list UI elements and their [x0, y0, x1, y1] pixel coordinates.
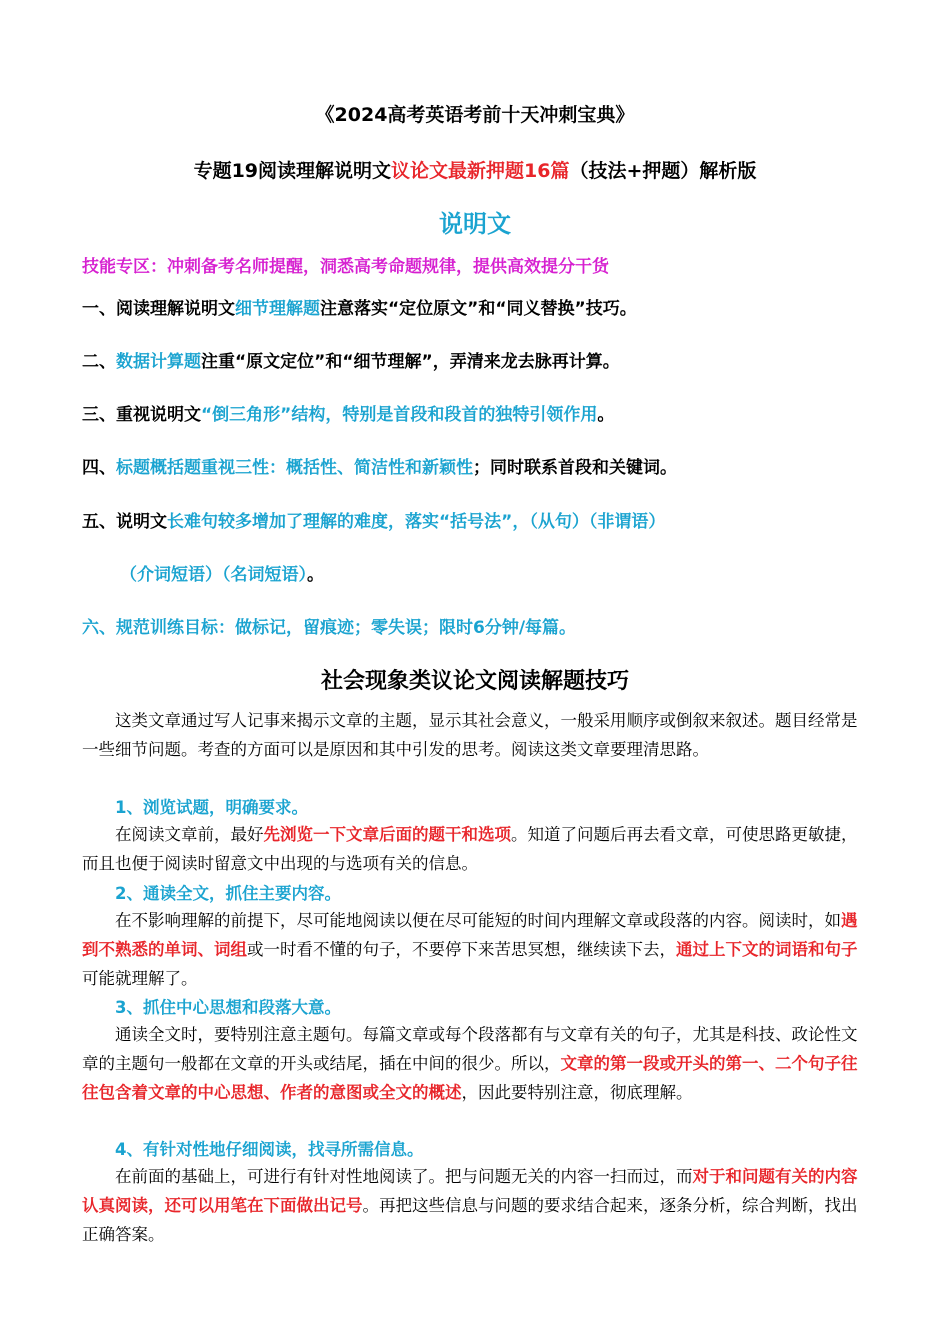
tip-4-key: 标题概括题重视三性：概括性、简洁性和新颖性	[116, 458, 473, 478]
step-2-highlight-1: 遇到不熟悉的单词、词组	[82, 911, 858, 959]
section-heading-expository: 说明文	[439, 210, 511, 238]
tip-2-rest: 注重“原文定位”和“细节理解”，弄清来龙去脉再计算。	[201, 352, 620, 372]
topic-title-highlight: 议论文最新押题16篇	[391, 160, 570, 182]
step-1-heading: 1、浏览试题，明确要求。	[115, 798, 308, 817]
step-1-paragraph: 在阅读文章前，最好先浏览一下文章后面的题干和选项。知道了问题后再去看文章，可使思路更敏捷，而且也便于阅读时留意文中出现的与选项有关的信息。	[82, 825, 858, 873]
tip-4	[82, 453, 677, 478]
tip-1-rest: 注意落实“定位原文”和“同义替换”技巧。	[320, 299, 637, 319]
step-4-highlight: 对于和问题有关的内容认真阅读，还可以用笔在下面做出记号	[82, 1167, 858, 1215]
topic-title-part1: 专题19阅读理解说明文	[193, 160, 392, 182]
intro-paragraph: 这类文章通过写人记事来揭示文章的主题，显示其社会意义，一般采用顺序或倒叙来叙述。题目经常是一些细节问题。考查的方面可以是原因和其中引发的思考。阅读这类文章要理清思路。	[82, 711, 858, 759]
tip-1-lead: 一、阅读理解说明文	[82, 299, 235, 319]
tip-2-key: 数据计算题	[116, 352, 201, 372]
tip-1-key: 细节理解题	[235, 299, 320, 319]
step-2-paragraph: 在不影响理解的前提下，尽可能地阅读以便在尽可能短的时间内理解文章或段落的内容。阅读时，如遇到不熟悉的单词、词组或一时看不懂的句子，不要停下来苦思冥想，继续读下去，通过上下文的词语和句子可能就理解了。	[82, 911, 858, 988]
tip-5-lead: 五、说明文	[82, 512, 167, 532]
step-4-paragraph: 在前面的基础上，可进行有针对性地阅读了。把与问题无关的内容一扫而过，而对于和问题有关的内容认真阅读，还可以用笔在下面做出记号。再把这些信息与问题的要求结合起来，逐条分析，综合判断，找出正确答案。	[82, 1167, 858, 1244]
tip-4-lead: 四、	[82, 458, 116, 478]
step-3-paragraph: 通读全文时，要特别注意主题句。每篇文章或每个段落都有与文章有关的句子，尤其是科技、政论性文章的主题句一般都在文章的开头或结尾，插在中间的很少。所以，文章的第一段或开头的第一、二个句子往往包含着文章的中心思想、作者的意图或全文的概述，因此要特别注意，彻底理解。	[82, 1025, 858, 1102]
tip-1	[82, 294, 637, 319]
step-1-highlight: 先浏览一下文章后面的题干和选项	[263, 825, 511, 844]
tip-3-lead: 三、重视说明文	[82, 405, 201, 425]
step-3-heading: 3、抓住中心思想和段落大意。	[115, 998, 341, 1017]
step-3-highlight: 文章的第一段或开头的第一、二个句子往往包含着文章的中心思想、作者的意图或全文的概述	[82, 1054, 858, 1102]
tip-5-key: 长难句较多增加了理解的难度，落实“括号法”，（从句）（非谓语）	[167, 512, 666, 532]
topic-title-part3: （技法+押题）解析版	[569, 160, 757, 182]
tip-5	[82, 507, 665, 532]
tip-4-rest: ；同时联系首段和关键词。	[473, 458, 677, 478]
topic-title	[0, 156, 950, 183]
tip-5-end: 。	[307, 565, 324, 585]
tip-5-key-continued: （介词短语）（名词短语）	[120, 565, 307, 585]
step-4-heading: 4、有针对性地仔细阅读，找寻所需信息。	[115, 1140, 424, 1159]
tip-3-key: “倒三角形”结构，特别是首段和段首的独特引领作用	[201, 405, 598, 425]
book-title: 《2024高考英语考前十天冲刺宝典》	[315, 104, 635, 126]
tip-6: 六、规范训练目标：做标记，留痕迹；零失误；限时6分钟/每篇。	[82, 618, 577, 638]
tip-3-rest: 。	[597, 405, 615, 425]
tip-2	[82, 347, 620, 372]
tip-5-continued	[120, 560, 324, 585]
skills-banner: 技能专区：冲刺备考名师提醒，洞悉高考命题规律，提供高效提分干货	[82, 257, 609, 277]
tip-3	[82, 400, 614, 425]
step-2-highlight-2: 通过上下文的词语和句子	[676, 940, 858, 959]
section-heading-argumentative: 社会现象类议论文阅读解题技巧	[320, 669, 629, 694]
tip-2-lead: 二、	[82, 352, 116, 372]
step-2-heading: 2、通读全文，抓住主要内容。	[115, 884, 341, 903]
